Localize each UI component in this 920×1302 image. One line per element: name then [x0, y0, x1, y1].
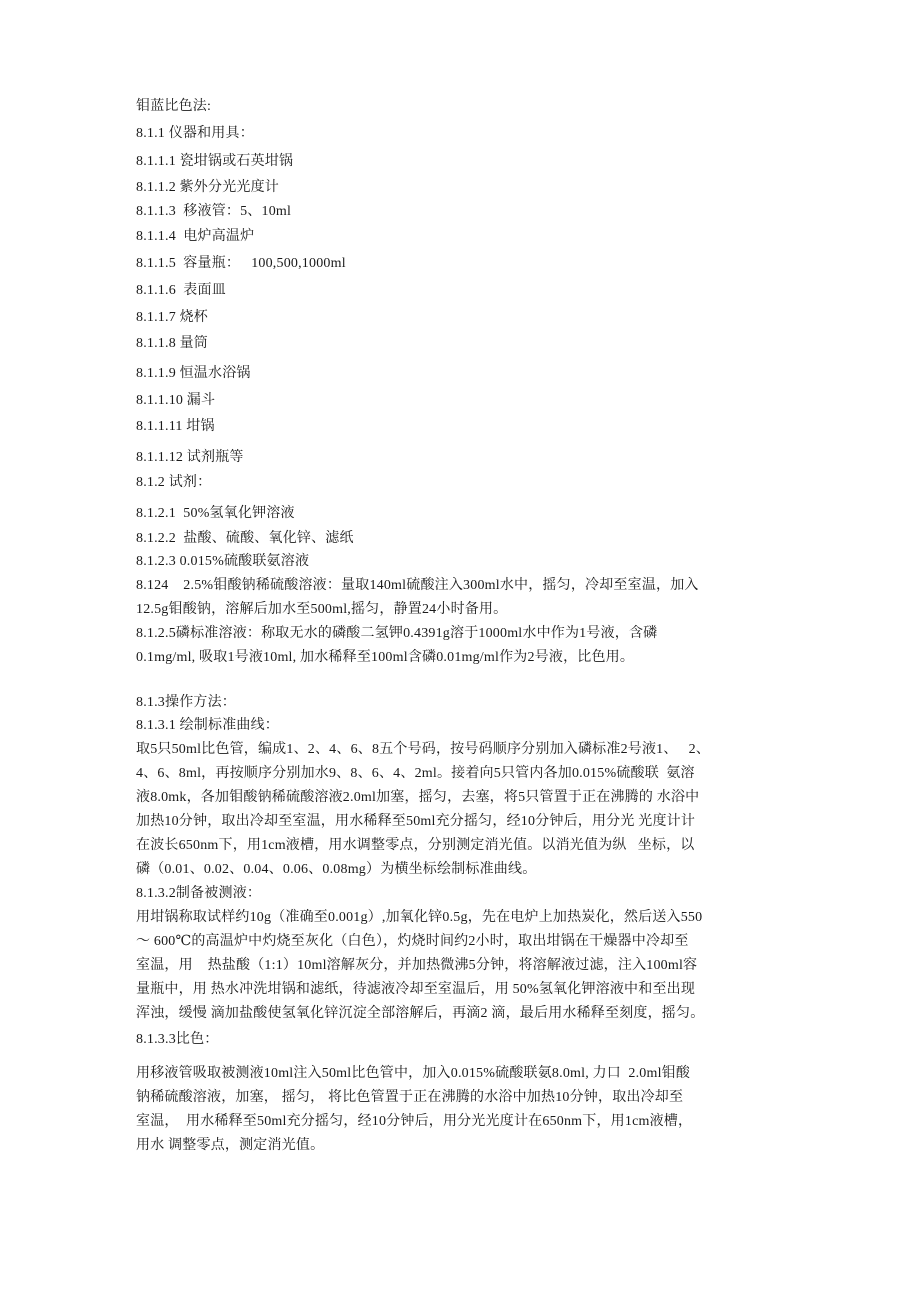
- instrument-item: 8.1.1.8 量筒: [136, 336, 208, 351]
- reagent-item-125-line: 8.1.2.5磷标准溶液：称取无水的磷酸二氢钾0.4391g溶于1000ml水中作为1号液，含磷: [136, 626, 658, 641]
- instrument-item: 8.1.1.12 试剂瓶等: [136, 450, 244, 465]
- reagent-item-124-line: 12.5g钼酸钠，溶解后加水至500ml,摇匀，静置24小时备用。: [136, 602, 508, 617]
- section-heading-8-1-2: 8.1.2 试剂：: [136, 475, 212, 490]
- paragraph-line: 液8.0mk，各加钼酸钠稀硫酸溶液2.0ml加塞，摇匀，去塞，将5只管置于正在沸腾的 水浴中: [136, 790, 700, 805]
- instrument-item: 8.1.1.7 烧杯: [136, 310, 208, 325]
- paragraph-line: ～ 600℃的高温炉中灼烧至灰化（白色），灼烧时间约2小时，取出坩锅在干燥器中冷却至: [136, 934, 689, 949]
- document-title: 钼蓝比色法:: [136, 99, 212, 114]
- instrument-item: 8.1.1.5 容量瓶： 100,500,1000ml: [136, 256, 346, 271]
- subsection-heading-8-1-3-2: 8.1.3.2制备被测液：: [136, 886, 262, 901]
- paragraph-line: 用坩锅称取试样约10g（准确至0.001g）,加氧化锌0.5g，先在电炉上加热炭化，然后送入550: [136, 910, 703, 925]
- instrument-item: 8.1.1.6 表面皿: [136, 283, 226, 298]
- reagent-item: 8.1.2.1 50%氢氧化钾溶液: [136, 506, 295, 521]
- reagent-item-124-line: 8.124 2.5%钼酸钠稀硫酸溶液：量取140ml硫酸注入300ml水中，摇匀，冷却至室温，加入: [136, 578, 699, 593]
- instrument-item: 8.1.1.9 恒温水浴锅: [136, 366, 251, 381]
- subsection-heading-8-1-3-1: 8.1.3.1 绘制标准曲线：: [136, 718, 279, 733]
- paragraph-line: 浑浊，缓慢 滴加盐酸使氢氧化锌沉淀全部溶解后，再滴2 滴，最后用水稀释至刻度，摇匀。: [136, 1006, 705, 1021]
- paragraph-line: 室温，用 热盐酸（1:1）10ml溶解灰分，并加热微沸5分钟，将溶解液过滤，注入100ml容: [136, 958, 698, 973]
- instrument-item: 8.1.1.10 漏斗: [136, 393, 216, 408]
- paragraph-line: 取5只50ml比色管，编成1、2、4、6、8五个号码，按号码顺序分别加入磷标准2号液1、 2、: [136, 742, 711, 757]
- instrument-item: 8.1.1.4 电炉高温炉: [136, 229, 255, 244]
- section-heading-8-1-3: 8.1.3操作方法：: [136, 695, 236, 710]
- reagent-item-125-line: 0.1mg/ml, 吸取1号液10ml, 加水稀释至100ml含磷0.01mg/ml作为2号液，比色用。: [136, 650, 635, 665]
- section-heading-8-1-1: 8.1.1 仪器和用具：: [136, 126, 254, 141]
- subsection-heading-8-1-3-3: 8.1.3.3比色：: [136, 1032, 219, 1047]
- reagent-item: 8.1.2.2 盐酸、硫酸、氧化锌、滤纸: [136, 531, 354, 546]
- paragraph-line: 磷（0.01、0.02、0.04、0.06、0.08mg）为横坐标绘制标准曲线。: [136, 862, 537, 877]
- paragraph-line: 量瓶中，用 热水冲洗坩锅和滤纸，待滤液冷却至室温后，用 50%氢氧化钾溶液中和至出现: [136, 982, 696, 997]
- paragraph-line: 加热10分钟，取出冷却至室温，用水稀释至50ml充分摇匀，经10分钟后，用分光 光度计计: [136, 814, 696, 829]
- reagent-item: 8.1.2.3 0.015%硫酸联氨溶液: [136, 554, 310, 569]
- paragraph-line: 钠稀硫酸溶液，加塞， 摇匀， 将比色管置于正在沸腾的水浴中加热10分钟，取出冷却至: [136, 1090, 684, 1105]
- instrument-item: 8.1.1.3 移液管：5、10ml: [136, 204, 292, 219]
- paragraph-line: 室温， 用水稀释至50ml充分摇匀，经10分钟后，用分光光度计在650nm下，用1cm液槽，: [136, 1114, 693, 1129]
- paragraph-line: 在波长650nm下，用1cm液槽，用水调整零点，分别测定消光值。以消光值为纵 坐标，以: [136, 838, 695, 853]
- paragraph-line: 用水 调整零点，测定消光值。: [136, 1138, 325, 1153]
- instrument-item: 8.1.1.11 坩锅: [136, 419, 215, 434]
- instrument-item: 8.1.1.2 紫外分光光度计: [136, 180, 279, 195]
- paragraph-line: 用移液管吸取被测液10ml注入50ml比色管中，加入0.015%硫酸联氨8.0ml, 力口 2.0ml钼酸: [136, 1066, 691, 1081]
- paragraph-line: 4、6、8ml，再按顺序分别加水9、8、6、4、2ml。接着向5只管内各加0.015%硫酸联 氨溶: [136, 766, 695, 781]
- instrument-item: 8.1.1.1 瓷坩锅或石英坩锅: [136, 154, 294, 169]
